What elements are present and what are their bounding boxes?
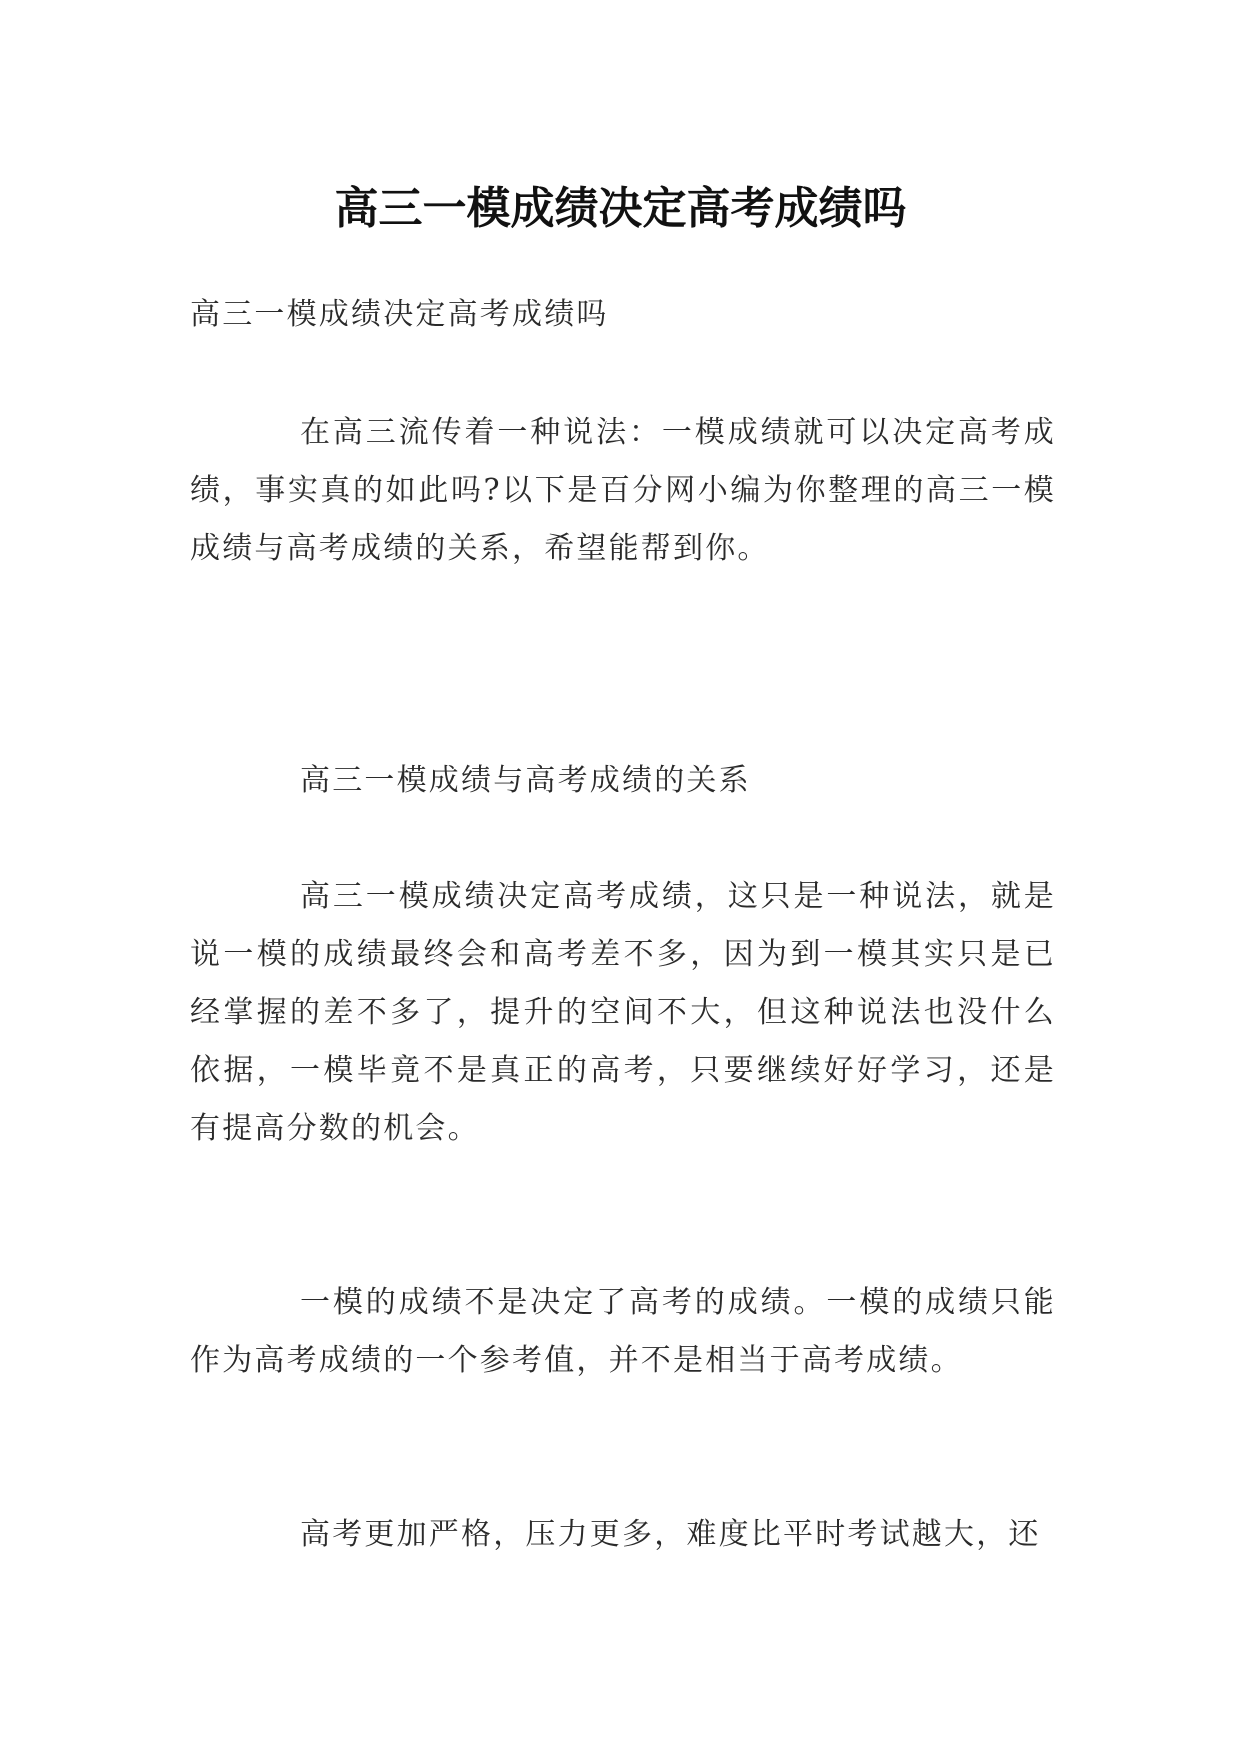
body-paragraph-2: 一模的成绩不是决定了高考的成绩。一模的成绩只能作为高考成绩的一个参考值，并不是相当于高考成绩。 xyxy=(190,1285,1056,1378)
body-paragraph-3: 高考更加严格，压力更多，难度比平时考试越大，还 xyxy=(300,1517,1041,1552)
intro-paragraph: 在高三流传着一种说法：一模成绩就可以决定高考成绩，事实真的如此吗?以下是百分网小编为你整理的高三一模成绩与高考成绩的关系，希望能帮到你。 xyxy=(190,415,1056,566)
section-heading: 高三一模成绩与高考成绩的关系 xyxy=(300,763,751,798)
body-paragraph-1: 高三一模成绩决定高考成绩，这只是一种说法，就是说一模的成绩最终会和高考差不多，因为到一模其实只是已经掌握的差不多了，提升的空间不大，但这种说法也没什么依据，一模毕竟不是真正的高考，只要继续好好学习，还是有提高分数的机会。 xyxy=(190,879,1056,1146)
document-subtitle: 高三一模成绩决定高考成绩吗 xyxy=(190,297,609,332)
document-title: 高三一模成绩决定高考成绩吗 xyxy=(334,183,907,235)
